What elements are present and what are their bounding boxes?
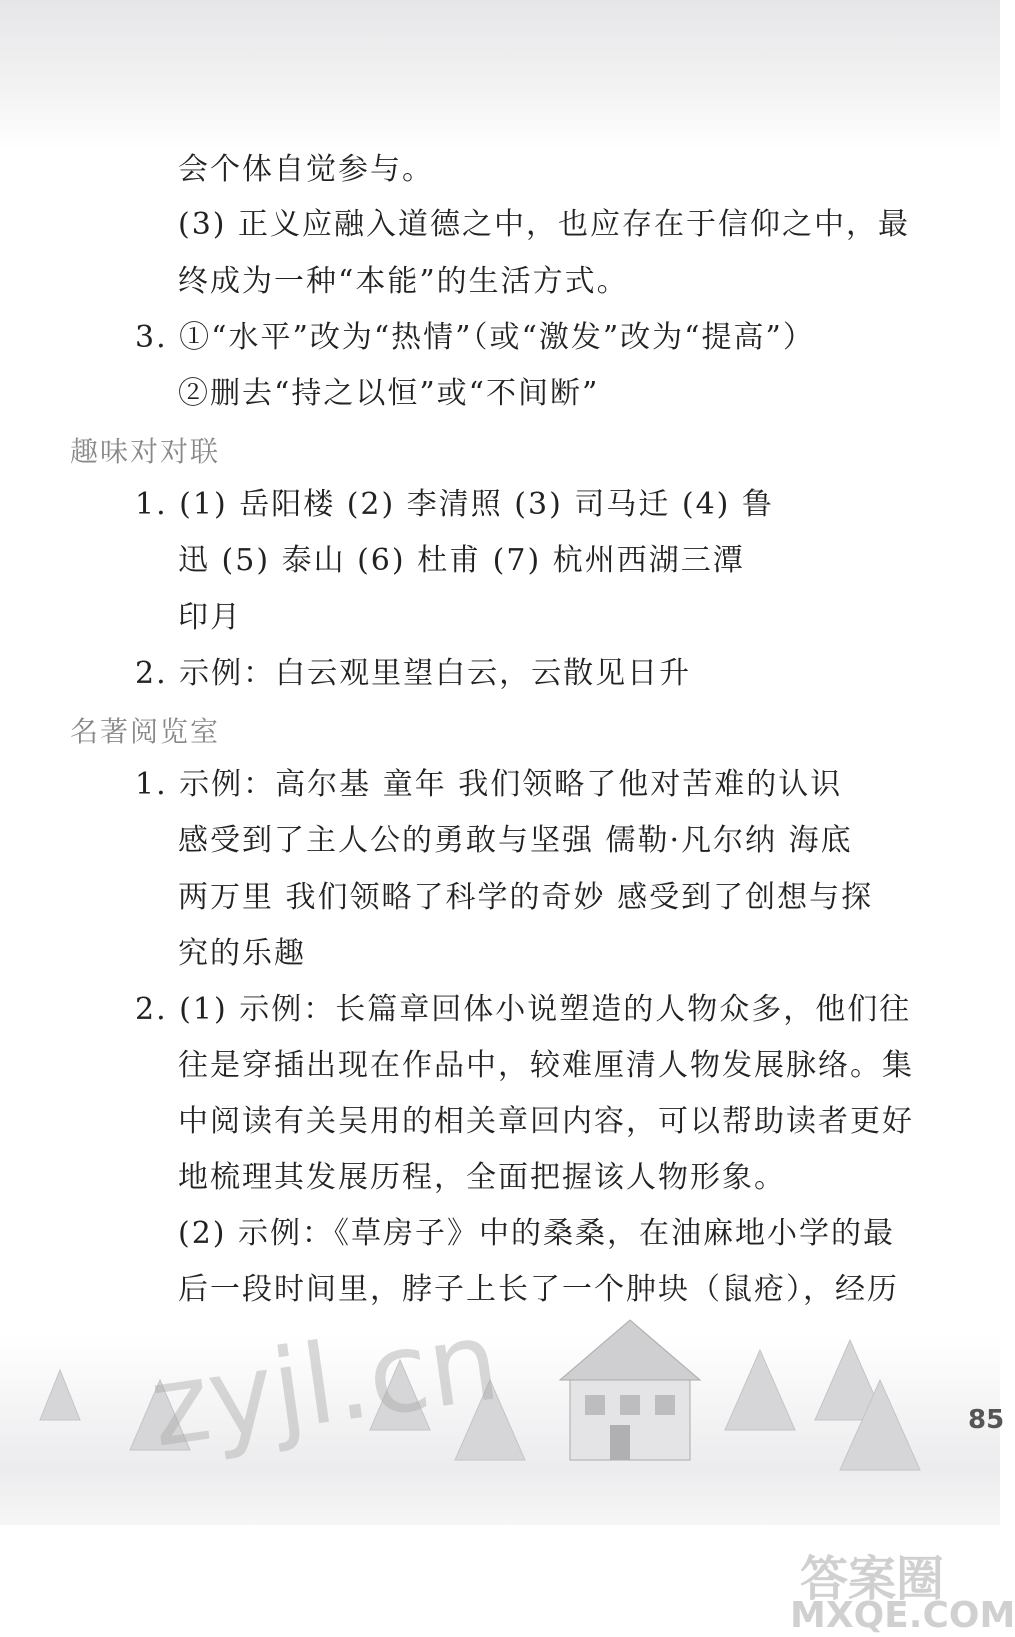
- text-line: 中阅读有关吴用的相关章回内容，可以帮助读者更好: [178, 1104, 914, 1139]
- text-line: 迅 (5) 泰山 (6) 杜甫 (7) 杭州西湖三潭: [178, 543, 745, 578]
- text-line: 印月: [178, 600, 242, 635]
- text-line: 究的乐趣: [178, 936, 306, 971]
- text-line: (3) 正义应融入道德之中，也应存在于信仰之中，最: [178, 207, 911, 242]
- text-line: 往是穿插出现在作品中，较难厘清人物发展脉络。集: [178, 1048, 914, 1083]
- tree-icon: [725, 1350, 795, 1430]
- text-line: 1. 示例：高尔基 童年 我们领略了他对苦难的认识: [135, 767, 843, 802]
- text-line: 两万里 我们领略了科学的奇妙 感受到了创想与探: [178, 880, 874, 915]
- text-line: 地梳理其发展历程，全面把握该人物形象。: [178, 1160, 786, 1195]
- text-line: 3. ①“水平”改为“热情”（或“激发”改为“提高”）: [135, 320, 815, 355]
- text-line: 1. (1) 岳阳楼 (2) 李清照 (3) 司马迁 (4) 鲁: [135, 487, 774, 522]
- text-line: 2. (1) 示例：长篇章回体小说塑造的人物众多，他们往: [135, 992, 912, 1027]
- page-header-band: [0, 0, 1000, 150]
- text-line: 会个体自觉参与。: [178, 152, 434, 187]
- text-line: 后一段时间里，脖子上长了一个肿块（鼠疮），经历: [178, 1272, 899, 1307]
- house-icon: [560, 1320, 700, 1460]
- watermark-corner-logo: 答案圈: [800, 1551, 945, 1607]
- section-heading-classics: 名著阅览室: [70, 715, 221, 748]
- tree-icon: [40, 1370, 80, 1420]
- text-line: ②删去“持之以恒”或“不间断”: [178, 376, 600, 411]
- section-heading-couplets: 趣味对对联: [70, 435, 221, 468]
- text-line: (2) 示例：《草房子》中的桑桑，在油麻地小学的最: [178, 1216, 896, 1251]
- text-line: 2. 示例：白云观里望白云，云散见日升: [135, 656, 692, 691]
- watermark-corner-url: MXQE.COM: [790, 1595, 1015, 1636]
- text-line: 感受到了主人公的勇敢与坚强 儒勒·凡尔纳 海底: [178, 823, 853, 858]
- watermark-text: zyjl.cn: [142, 1296, 507, 1472]
- page-number: 85: [968, 1405, 1005, 1435]
- text-line: 终成为一种“本能”的生活方式。: [178, 264, 629, 299]
